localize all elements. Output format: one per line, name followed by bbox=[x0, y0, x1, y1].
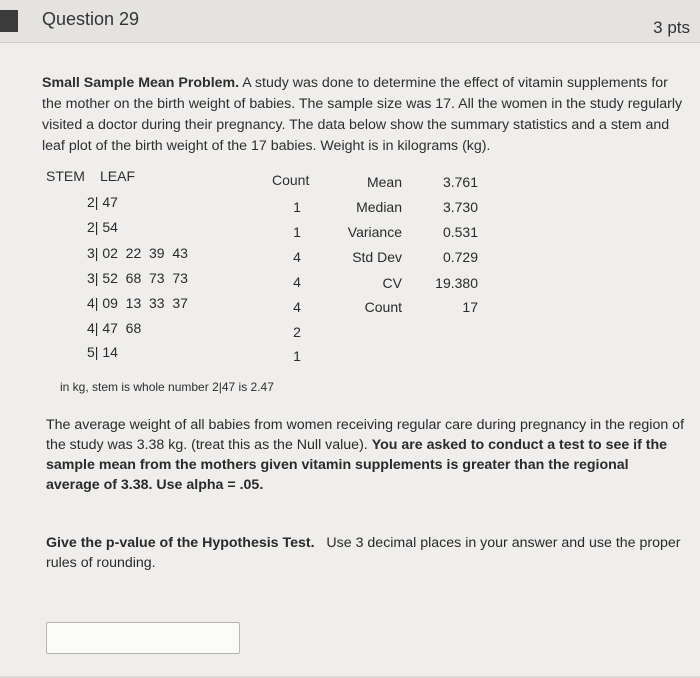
question-marker-icon bbox=[0, 10, 18, 32]
count-cell: 1 bbox=[293, 224, 301, 240]
count-cell: 2 bbox=[293, 324, 301, 340]
stem-header: STEM bbox=[46, 168, 85, 184]
stem-leaf-row: 3| 02 22 39 43 bbox=[87, 245, 188, 261]
stat-name: Count bbox=[364, 299, 402, 315]
stem-leaf-row: 4| 47 68 bbox=[87, 320, 142, 336]
question-header bbox=[0, 0, 700, 43]
stem-leaf-caption: in kg, stem is whole number 2|47 is 2.47 bbox=[60, 380, 274, 394]
stat-value: 17 bbox=[462, 299, 478, 315]
intro-paragraph bbox=[42, 73, 690, 157]
stat-name: Std Dev bbox=[352, 249, 402, 265]
stem-leaf-row: 5| 14 bbox=[87, 344, 118, 360]
count-cell: 1 bbox=[293, 199, 301, 215]
stem-leaf-row: 2| 54 bbox=[87, 219, 118, 235]
para2-bold: You are asked to conduct a test to see if the sample mean from the mothers given vitamin supplements is greater than the regional average of 3.38. Use alpha = .05. bbox=[46, 437, 668, 493]
count-cell: 4 bbox=[293, 274, 301, 290]
null-hypothesis-paragraph bbox=[46, 415, 686, 495]
para3-bold: Give the p-value of the Hypothesis Test. bbox=[46, 535, 315, 551]
count-cell: 4 bbox=[293, 249, 301, 265]
question-title: Question 29 bbox=[42, 9, 140, 29]
stat-name: Mean bbox=[366, 174, 402, 190]
stat-value: 3.761 bbox=[442, 174, 478, 190]
stem-leaf-row: 2| 47 bbox=[87, 194, 118, 210]
stat-name: CV bbox=[382, 275, 402, 291]
question-points: 3 pts bbox=[653, 18, 690, 37]
intro-text: A study was done to determine the effect of vitamin supplements for the mother on the birth weight of babies. The sample size was 17. All the women in the study regularly visited a doctor during their pregnancy. The data below show the summary statistics and a stem and leaf plot of the birth weight of the 17 babies. Weight is in kilograms (kg). bbox=[42, 75, 683, 154]
para3-normal: Use 3 decimal places in your answer and use the proper rules of rounding. bbox=[46, 535, 685, 571]
count-header: Count bbox=[272, 172, 310, 188]
stat-name: Variance bbox=[347, 224, 402, 240]
answer-input[interactable] bbox=[46, 622, 240, 654]
instruction-paragraph bbox=[46, 533, 686, 573]
count-cell: 4 bbox=[293, 299, 301, 315]
leaf-header: LEAF bbox=[100, 168, 136, 184]
stat-value: 3.730 bbox=[442, 199, 478, 215]
stem-leaf-row: 4| 09 13 33 37 bbox=[87, 295, 188, 311]
intro-bold-lead: Small Sample Mean Problem. bbox=[42, 75, 240, 91]
stat-value: 0.531 bbox=[442, 224, 478, 240]
stat-value: 0.729 bbox=[442, 249, 478, 265]
para2-normal: The average weight of all babies from women receiving regular care during pregnancy in the region of the study was 3.38 kg. (treat this as the Null value). bbox=[46, 417, 685, 453]
stat-name: Median bbox=[356, 199, 402, 215]
count-cell: 1 bbox=[293, 348, 301, 364]
stat-value: 19.380 bbox=[435, 275, 478, 291]
stem-leaf-row: 3| 52 68 73 73 bbox=[87, 270, 188, 286]
